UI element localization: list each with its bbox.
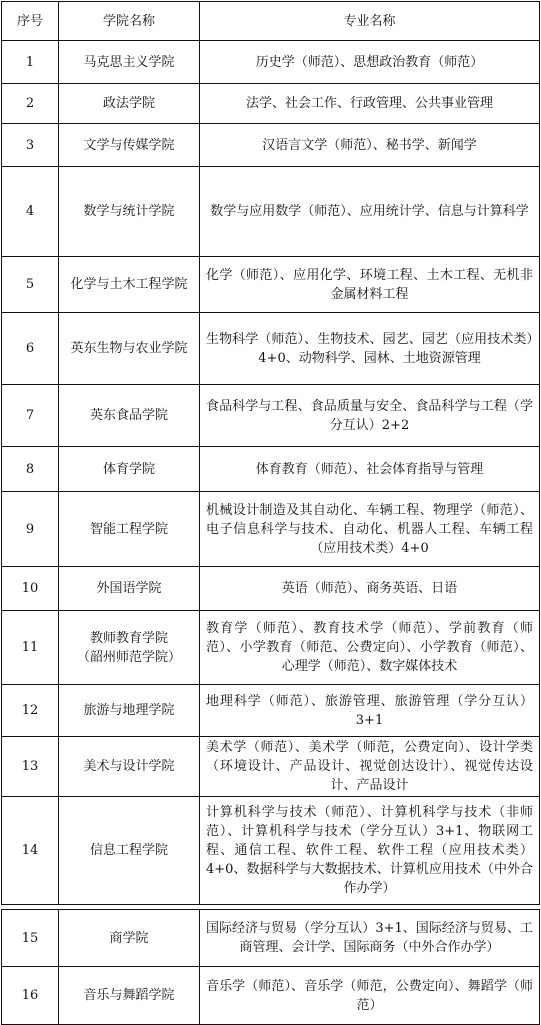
table-row [2,447,540,492]
row-index: 6 [2,313,59,385]
row-index: 8 [2,447,59,492]
row-majors: 英语（师范）、商务英语、日语 [200,567,540,611]
row-index: 11 [2,611,59,685]
table-row [2,84,540,124]
table-row [2,385,540,447]
row-index: 3 [2,124,59,167]
row-majors: 美术学（师范）、美术学（师范，公费定向）、设计学类（环境设计、产品设计、视觉创达设计）、视觉传达设计、产品设计 [200,737,540,797]
row-majors: 体育教育（师范）、社会体育指导与管理 [200,447,540,492]
row-college: 音乐与舞蹈学院 [59,967,200,1025]
row-index: 15 [2,910,59,967]
row-index: 4 [2,167,59,257]
header-major: 专业名称 [200,2,540,41]
table-row [2,313,540,385]
row-majors: 法学、社会工作、行政管理、公共事业管理 [200,84,540,124]
row-majors: 数学与应用数学（师范）、应用统计学、信息与计算科学 [200,167,540,257]
table-row [2,797,540,905]
row-college: 美术与设计学院 [59,737,200,797]
row-index: 2 [2,84,59,124]
row-college: 数学与统计学院 [59,167,200,257]
table-header-row [2,2,540,41]
table-row [2,124,540,167]
table-row [2,967,540,1025]
row-majors: 教育学（师范）、教育技术学（师范）、学前教育（师范）、小学教育（师范、公费定向）、小学教育（师范）、心理学（师范）、数字媒体技术 [200,611,540,685]
row-index: 14 [2,797,59,905]
table-row [2,611,540,685]
header-college: 学院名称 [59,2,200,41]
row-college: 体育学院 [59,447,200,492]
row-college-alias: （韶州师范学院） [76,649,181,665]
row-majors: 化学（师范）、应用化学、环境工程、土木工程、无机非金属材料工程 [200,257,540,313]
table-row [2,257,540,313]
row-majors: 历史学（师范）、思想政治教育（师范） [200,41,540,84]
row-college-cell [59,611,200,685]
row-college: 文学与传媒学院 [59,124,200,167]
row-majors: 生物科学（师范）、生物技术、园艺、园艺（应用技术类）4+0、动物科学、园林、土地资源管理 [200,313,540,385]
majors-table [1,1,540,1025]
row-majors: 机械设计制造及其自动化、车辆工程、物理学（师范）、电子信息科学与技术、自动化、机器人工程、车辆工程（应用技术类）4+0 [200,492,540,567]
table-row [2,41,540,84]
row-index: 13 [2,737,59,797]
table-row [2,167,540,257]
row-college: 信息工程学院 [59,797,200,905]
row-college: 旅游与地理学院 [59,685,200,737]
row-college: 政法学院 [59,84,200,124]
row-college: 马克思主义学院 [59,41,200,84]
row-college: 化学与土木工程学院 [59,257,200,313]
table-row [2,910,540,967]
row-college: 英东生物与农业学院 [59,313,200,385]
table-row [2,737,540,797]
row-college: 英东食品学院 [59,385,200,447]
row-majors: 计算机科学与技术（师范）、计算机科学与技术（非师范）、计算机科学与技术（学分互认）3+1、物联网工程、通信工程、软件工程、软件工程（应用技术类）4+0、数据科学与大数据技术、计算机应用技术（中外合作办学） [200,797,540,905]
row-college: 智能工程学院 [59,492,200,567]
row-majors: 汉语言文学（师范）、秘书学、新闻学 [200,124,540,167]
row-majors: 国际经济与贸易（学分互认）3+1、国际经济与贸易、工商管理、会计学、国际商务（中外合作办学） [200,910,540,967]
row-majors: 食品科学与工程、食品质量与安全、食品科学与工程（学分互认）2+2 [200,385,540,447]
row-index: 16 [2,967,59,1025]
row-index: 1 [2,41,59,84]
row-index: 5 [2,257,59,313]
row-index: 12 [2,685,59,737]
table-row [2,492,540,567]
table-row [2,567,540,611]
row-majors: 地理科学（师范）、旅游管理、旅游管理（学分互认）3+1 [200,685,540,737]
row-majors: 音乐学（师范）、音乐学（师范，公费定向）、舞蹈学（师范） [200,967,540,1025]
row-index: 10 [2,567,59,611]
table-row [2,685,540,737]
row-college: 外国语学院 [59,567,200,611]
row-index: 9 [2,492,59,567]
header-index: 序号 [2,2,59,41]
row-college: 商学院 [59,910,200,967]
row-college: 教师教育学院 [89,630,168,646]
row-index: 7 [2,385,59,447]
